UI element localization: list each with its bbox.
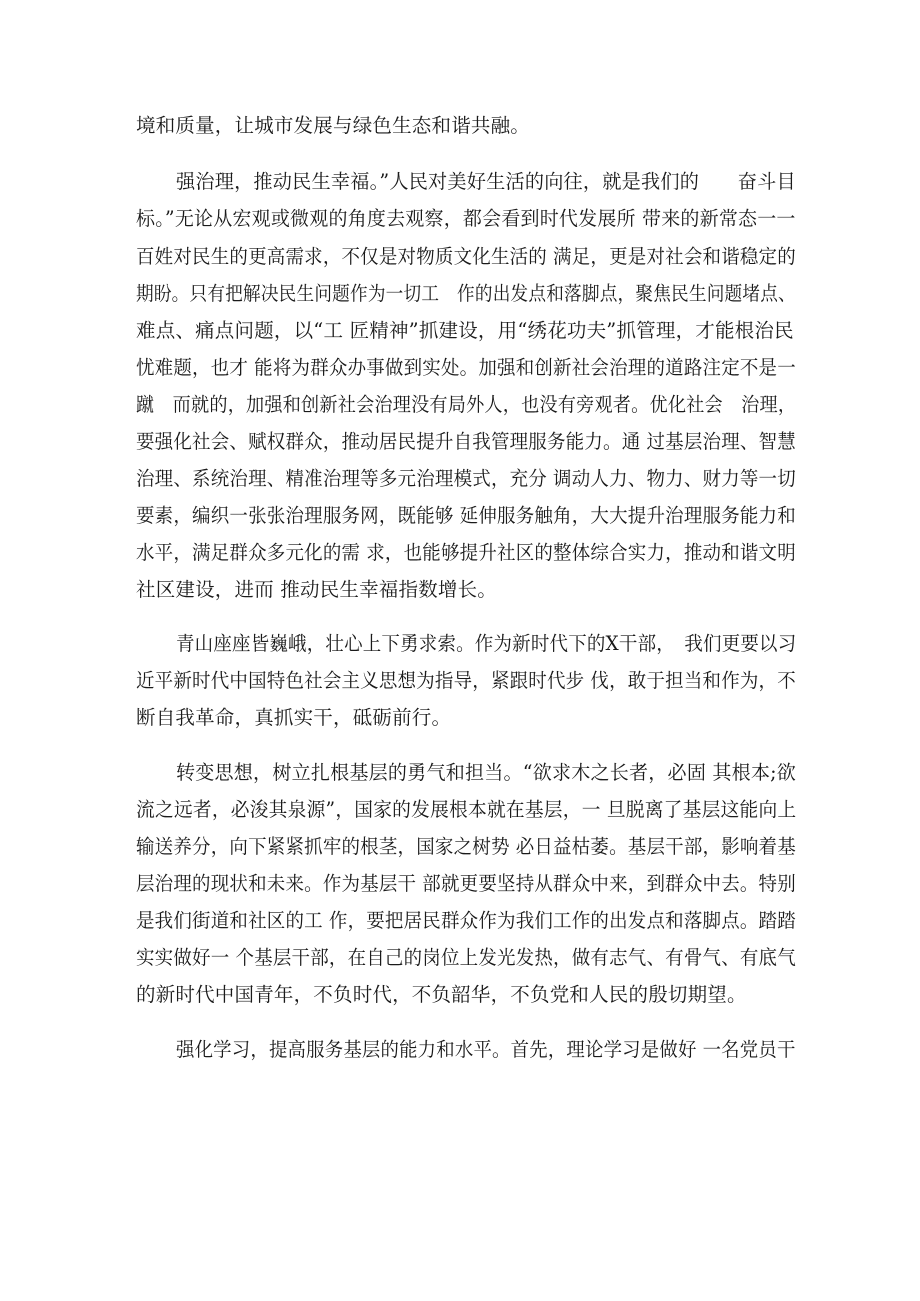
text-line: 的新时代中国青年，不负时代，不负韶华，不负党和人民的殷切期望。 <box>136 983 747 1006</box>
paragraph-start-line: 强化学习，提高服务基层的能力和水平。首先，理论学习是做好 一名党员干 <box>176 1038 796 1061</box>
text-line: 蹴 而就的，加强和创新社会治理没有局外人，也没有旁观者。优化社会 治理， <box>136 393 797 416</box>
text-line: 治理、系统治理、精准治理等多元治理模式，充分 调动人力、物力、财力等一切 <box>136 467 796 490</box>
text-line: 难点、痛点问题，以“工 匠精神”抓建设，用“绣花功夫”抓管理，才能根治民 <box>136 319 794 342</box>
text-line: 水平，满足群众多元化的需 求，也能够提升社区的整体综合实力，推动和谐文明 <box>136 541 796 564</box>
text-line: 近平新时代中国特色社会主义思想为指导，紧跟时代步 伐，敢于担当和作为，不 <box>136 669 796 692</box>
paragraph-start-line: 转变思想，树立扎根基层的勇气和担当。“欲求木之长者，必固 其根本;欲 <box>176 761 797 784</box>
text-line: 是我们街道和社区的工 作，要把居民群众作为我们工作的出发点和落脚点。踏踏 <box>136 909 796 932</box>
paragraph-start-line: 青山座座皆巍峨，壮心上下勇求索。作为新时代下的X干部， 我们更要以习 <box>176 632 797 655</box>
text-line: 社区建设，进而 推动民生幸福指数增长。 <box>136 578 497 601</box>
text-line: 流之远者，必浚其泉源”，国家的发展根本就在基层，一 旦脱离了基层这能向上 <box>136 798 797 821</box>
paragraph-start-line: 强治理，推动民生幸福。”人民对美好生活的向往，就是我们的 奋斗目 <box>176 170 796 193</box>
text-line: 断自我革命，真抓实干，砥砺前行。 <box>136 706 452 729</box>
text-line: 标。”无论从宏观或微观的角度去观察，都会看到时代发展所 带来的新常态一一 <box>136 207 796 230</box>
text-line: 要素，编织一张张治理服务网，既能够 延伸服务触角，大大提升治理服务能力和 <box>136 504 796 527</box>
text-line: 实实做好一 个基层干部，在自己的岗位上发光发热，做有志气、有骨气、有底气 <box>136 946 796 969</box>
text-line: 要强化社会、赋权群众，推动居民提升自我管理服务能力。通 过基层治理、智慧 <box>136 430 796 453</box>
text-line: 输送养分，向下紧紧抓牢的根茎，国家之树势 必日益枯萎。基层干部，影响着基 <box>136 835 796 858</box>
text-line: 境和质量，让城市发展与绿色生态和谐共融。 <box>136 114 531 137</box>
text-line: 忧难题，也才 能将为群众办事做到实处。加强和创新社会治理的道路注定不是一 <box>136 356 796 379</box>
text-line: 百姓对民生的更高需求，不仅是对物质文化生活的 满足，更是对社会和谐稳定的 <box>136 245 796 268</box>
text-line: 层治理的现状和未来。作为基层干 部就更要坚持从群众中来，到群众中去。特别 <box>136 872 796 895</box>
text-line: 期盼。只有把解决民生问题作为一切工 作的出发点和落脚点，聚焦民生问题堵点、 <box>136 282 796 305</box>
